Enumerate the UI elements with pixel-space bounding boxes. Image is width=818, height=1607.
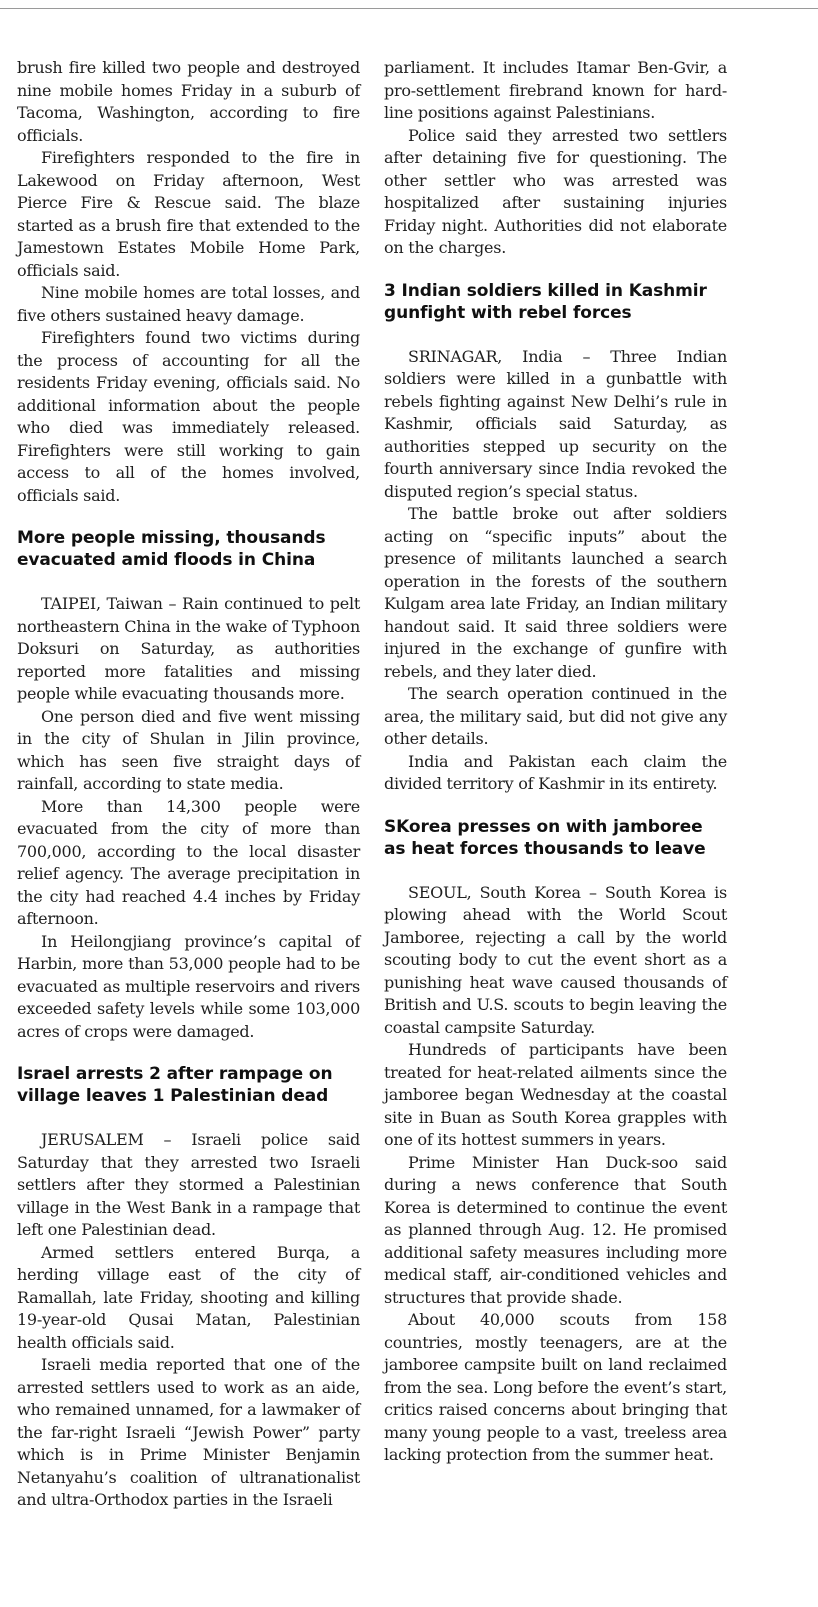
kashmir-paragraph: The battle broke out after soldiers acting on “specific inputs” about the presence of militants launched a search operation in the forests of the southern Kulgam area late Friday, an Indian military handout said. It said three soldiers were injured in the exchange of gunfire with rebels, and they later died. [384,504,727,681]
kashmir-paragraph: SRINAGAR, India – Three Indian soldiers were killed in a gunbattle with rebels fighting against New Delhi’s rule in Kashmir, officials said Saturday, as authorities stepped up security on the fourth anniversary since India revoked the disputed region’s special status. [384,346,727,501]
china-floods-paragraph: In Heilongjiang province’s capital of Harbin, more than 53,000 people had to be evacuated as multiple reservoirs and rivers exceeded safety levels while some 103,000 acres of crops were damaged. [17,931,360,1041]
right-column [384,57,727,1467]
israel-arrests-paragraph: Armed settlers entered Burqa, a herding village east of the city of Ramallah, late Friday, shooting and killing 19-year-old Qusai Matan, Palestinian health officials said. [17,1242,360,1352]
china-floods-headline: More people missing, thousands evacuated amid floods in China [17,528,326,570]
jamboree-headline: SKorea presses on with jamboree as heat forces thousands to leave [384,816,706,859]
fire-story-paragraph: Firefighters found two victims during the process of accounting for all the residents Friday evening, officials said. No additional information about the people who died was immediately released. Firefighters were still working to gain access to all of the homes involved, officials said. [17,328,360,505]
china-floods-paragraph: One person died and five went missing in the city of Shulan in Jilin province, which has seen five straight days of rainfall, according to state media. [17,706,360,793]
kashmir-headline: 3 Indian soldiers killed in Kashmir gunfight with rebel forces [384,280,707,323]
kashmir-paragraph: India and Pakistan each claim the divided territory of Kashmir in its entirety. [384,751,727,793]
israel-arrests-headline: Israel arrests 2 after rampage on village leaves 1 Palestinian dead [17,1064,333,1106]
jamboree-paragraph: Prime Minister Han Duck-soo said during a news conference that South Korea is determined to continue the event as planned through Aug. 12. He promised additional safety measures including more medical staff, air-conditioned vehicles and structures that provide shade. [384,1152,727,1307]
israel-arrests-continued-paragraph: parliament. It includes Itamar Ben-Gvir, a pro-settlement firebrand known for hard-line positions against Palestinians. [384,58,727,122]
israel-arrests-paragraph: JERUSALEM – Israeli police said Saturday that they arrested two Israeli settlers after they stormed a Palestinian village in the West Bank in a rampage that left one Palestinian dead. [17,1130,360,1239]
kashmir-paragraph: The search operation continued in the area, the military said, but did not give any other details. [384,684,727,748]
left-column [17,57,360,1512]
israel-arrests-continued-paragraph: Police said they arrested two settlers after detaining five for questioning. The other settler who was arrested was hospitalized after sustaining injuries Friday night. Authorities did not elaborate on the charges. [384,125,727,257]
china-floods-paragraph: TAIPEI, Taiwan – Rain continued to pelt northeastern China in the wake of Typhoon Doksuri on Saturday, as authorities reported more fatalities and missing people while evacuating thousands more. [17,594,360,703]
top-rule [0,8,818,9]
china-floods-paragraph: More than 14,300 people were evacuated from the city of more than 700,000, according to the local disaster relief agency. The average precipitation in the city had reached 4.4 inches by Friday afternoon. [17,796,360,928]
fire-story-paragraph: brush fire killed two people and destroyed nine mobile homes Friday in a suburb of Tacoma, Washington, according to fire officials. [17,58,360,145]
fire-story-paragraph: Nine mobile homes are total losses, and five others sustained heavy damage. [17,283,360,325]
israel-arrests-paragraph: Israeli media reported that one of the arrested settlers used to work as an aide, who remained unnamed, for a lawmaker of the far-right Israeli “Jewish Power” party which is in Prime Minister Benjamin Netanyahu’s coalition of ultranationalist and ultra-Orthodox parties in the Israeli [17,1355,360,1509]
jamboree-paragraph: Hundreds of participants have been treated for heat-related ailments since the jamboree began Wednesday at the coastal site in Buan as South Korea grapples with one of its hottest summers in years. [384,1040,727,1149]
jamboree-paragraph: SEOUL, South Korea – South Korea is plowing ahead with the World Scout Jamboree, rejecting a call by the world scouting body to cut the event short as a punishing heat wave caused thousands of British and U.S. scouts to begin leaving the coastal campsite Saturday. [384,882,727,1037]
jamboree-paragraph: About 40,000 scouts from 158 countries, mostly teenagers, are at the jamboree campsite built on land reclaimed from the sea. Long before the event’s start, critics raised concerns about bringing that many young people to a vast, treeless area lacking protection from the summer heat. [384,1310,727,1464]
fire-story-paragraph: Firefighters responded to the fire in Lakewood on Friday afternoon, West Pierce Fire & Rescue said. The blaze started as a brush fire that extended to the Jamestown Estates Mobile Home Park, officials said. [17,148,360,280]
